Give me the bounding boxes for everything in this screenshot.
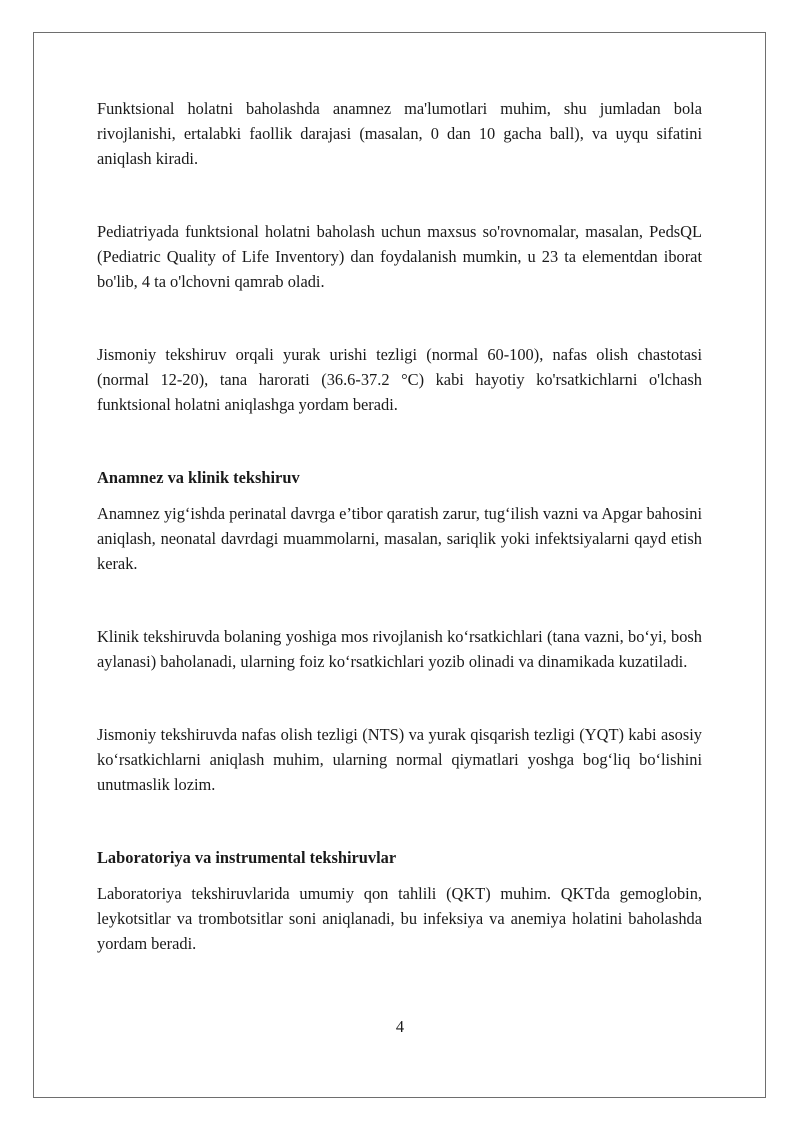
section-heading-anamnesis: Anamnez va klinik tekshiruv [97, 468, 300, 487]
paragraph-functional-assessment-anamnesis: Funktsional holatni baholashda anamnez ma'lumotlari muhim, shu jumladan bola rivojlanishi, ertalabki faollik darajasi (masalan, 0 dan 10 gacha ball), va uyqu sifatini aniqlash kiradi. [97, 99, 702, 168]
section-heading-laboratory: Laboratoriya va instrumental tekshiruvlar [97, 848, 397, 867]
page-content [97, 96, 702, 956]
paragraph-blood-test: Laboratoriya tekshiruvlarida umumiy qon tahlili (QKT) muhim. QKTda gemoglobin, leykotsitlar va trombotsitlar soni aniqlanadi, bu infeksiya va anemiya holatini baholashda yordam beradi. [97, 884, 702, 953]
paragraph-vital-signs: Jismoniy tekshiruv orqali yurak urishi tezligi (normal 60-100), nafas olish chastotasi (normal 12-20), tana harorati (36.6-37.2 °C) kabi hayotiy ko'rsatkichlarni o'lchash funktsional holatni aniqlashga yordam beradi. [97, 345, 702, 414]
paragraph-development-indicators: Klinik tekshiruvda bolaning yoshiga mos rivojlanish ko‘rsatkichlari (tana vazni, bo‘yi, bosh aylanasi) baholanadi, ularning foiz ko‘rsatkichlari yozib olinadi va dinamikada kuzatiladi. [97, 627, 702, 671]
paragraph-respiratory-heart-rate: Jismoniy tekshiruvda nafas olish tezligi (NTS) va yurak qisqarish tezligi (YQT) kabi asosiy ko‘rsatkichlarni aniqlash muhim, ularning normal qiymatlari yoshga bog‘liq bo‘lishini unutmaslik lozim. [97, 725, 702, 794]
page-number: 4 [395, 1017, 405, 1036]
paragraph-perinatal-history: Anamnez yig‘ishda perinatal davrga e’tibor qaratish zarur, tug‘ilish vazni va Apgar bahosini aniqlash, neonatal davrdagi muammolarni, masalan, sariqlik yoki infektsiyalarni qayd etish kerak. [97, 504, 702, 573]
paragraph-pedsql: Pediatriyada funktsional holatni baholash uchun maxsus so'rovnomalar, masalan, PedsQL (Pediatric Quality of Life Inventory) dan foydalanish mumkin, u 23 ta elementdan iborat bo'lib, 4 ta o'lchovni qamrab oladi. [97, 222, 702, 291]
